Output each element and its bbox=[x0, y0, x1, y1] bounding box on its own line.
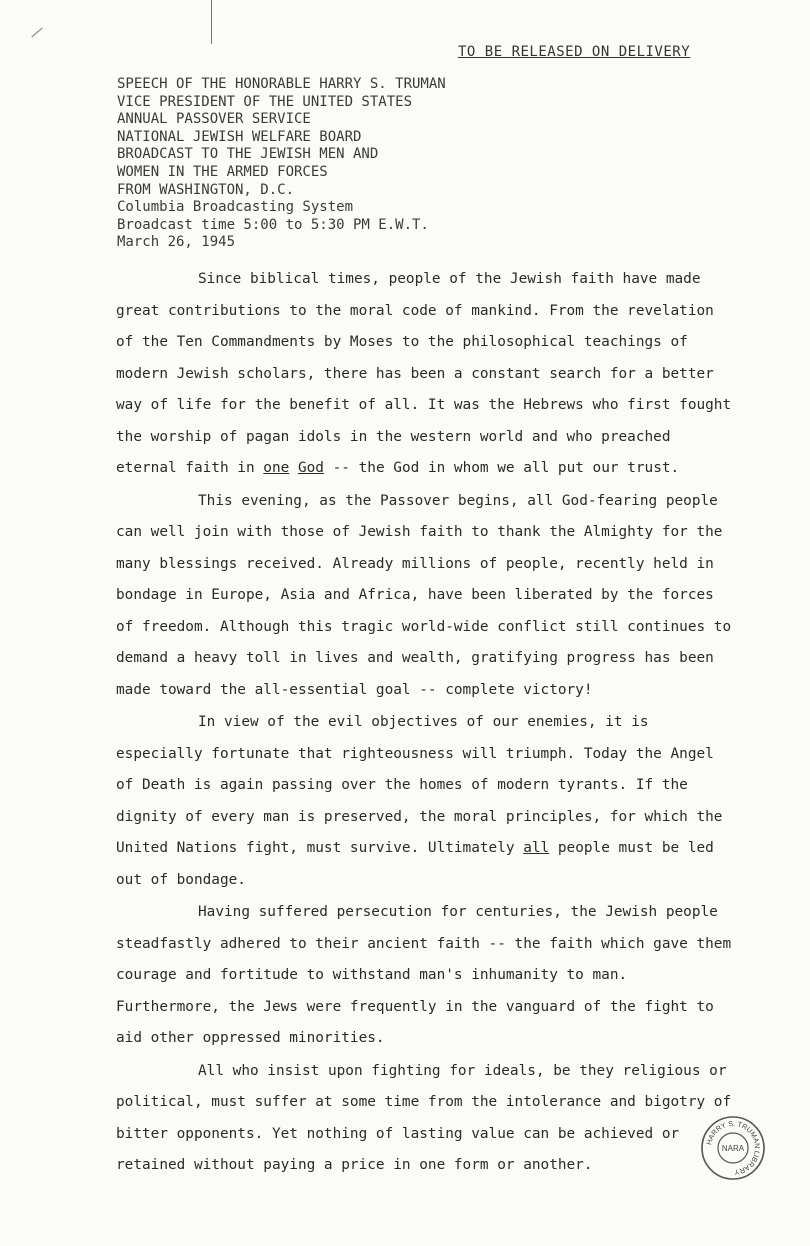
paragraph-4: Having suffered persecution for centuries, the Jewish people steadfastly adhered to their ancient faith -- the faith which gave them courage and fortitude to withstand man's inhumanity to man. Furthermore, the Jews were frequently in the vanguard of the fight to aid other oppressed minorities. bbox=[116, 904, 732, 1046]
paper-crease-mark bbox=[211, 0, 212, 44]
header-line: NATIONAL JEWISH WELFARE BOARD bbox=[117, 128, 362, 145]
header-line: ANNUAL PASSOVER SERVICE bbox=[117, 111, 311, 128]
paper-corner-mark bbox=[31, 28, 42, 38]
stamp-center-text: NARA bbox=[721, 1144, 745, 1153]
paragraph-5: All who insist upon fighting for ideals, be they religious or political, must suffer at some time from the intolerance and bigotry of bitter opponents. Yet nothing of lasting value can be achieved or retained without paying a price in one form or another. bbox=[116, 1062, 732, 1173]
library-stamp bbox=[700, 1115, 766, 1181]
paragraph-3 bbox=[116, 707, 736, 896]
header-line: March 26, 1945 bbox=[117, 234, 236, 251]
stamp-ring-text: HARRY S. TRUMAN LIBRARY bbox=[704, 1118, 763, 1178]
paragraph-1 bbox=[116, 264, 736, 485]
header-line: BROADCAST TO THE JEWISH MEN AND bbox=[117, 146, 379, 163]
underlined-word-all: all bbox=[523, 840, 550, 856]
header-line: FROM WASHINGTON, D.C. bbox=[117, 181, 295, 198]
paragraph-1-text: Since biblical times, people of the Jewish faith have made great contributions to the moral code of mankind. From the revelation of the Ten Commandments by Moses to the philosophical teachings of modern Jewish scholars, there has been a constant search for a better way of life for the benefit of all. It was the Hebrews who first fought the worship of pagan idols in the western world and who preached eternal faith in bbox=[116, 271, 732, 476]
paragraph-1-tail: -- the God in whom we all put our trust. bbox=[332, 460, 680, 476]
header-line: SPEECH OF THE HONORABLE HARRY S. TRUMAN bbox=[117, 76, 446, 92]
speech-body bbox=[116, 264, 736, 1182]
paragraph-3-tail: people must be led out of bondage. bbox=[116, 840, 714, 888]
header-line: Broadcast time 5:00 to 5:30 PM E.W.T. bbox=[117, 216, 429, 233]
paragraph-3-text: In view of the evil objectives of our enemies, it is especially fortunate that righteousness will triumph. Today the Angel of Death is again passing over the homes of modern tyrants. If the dignity of every man is preserved, the moral principles, for which the United Nations fight, must survive. Ultimately bbox=[116, 714, 723, 856]
speech-header bbox=[117, 76, 446, 252]
release-note: TO BE RELEASED ON DELIVERY bbox=[458, 44, 691, 60]
header-line: Columbia Broadcasting System bbox=[117, 199, 354, 216]
underlined-word-god: God bbox=[297, 460, 324, 476]
header-line: VICE PRESIDENT OF THE UNITED STATES bbox=[117, 93, 413, 110]
paragraph-2: This evening, as the Passover begins, all God-fearing people can well join with those of Jewish faith to thank the Almighty for the many blessings received. Already millions of people, recently held in bondage in Europe, Asia and Africa, have been liberated by the forces of freedom. Although this tragic world-wide conflict still continues to demand a heavy toll in lives and wealth, gratifying progress has been made toward the all-essential goal -- complete victory! bbox=[116, 492, 732, 698]
underlined-word-one: one bbox=[263, 460, 290, 476]
header-line: WOMEN IN THE ARMED FORCES bbox=[117, 163, 328, 180]
